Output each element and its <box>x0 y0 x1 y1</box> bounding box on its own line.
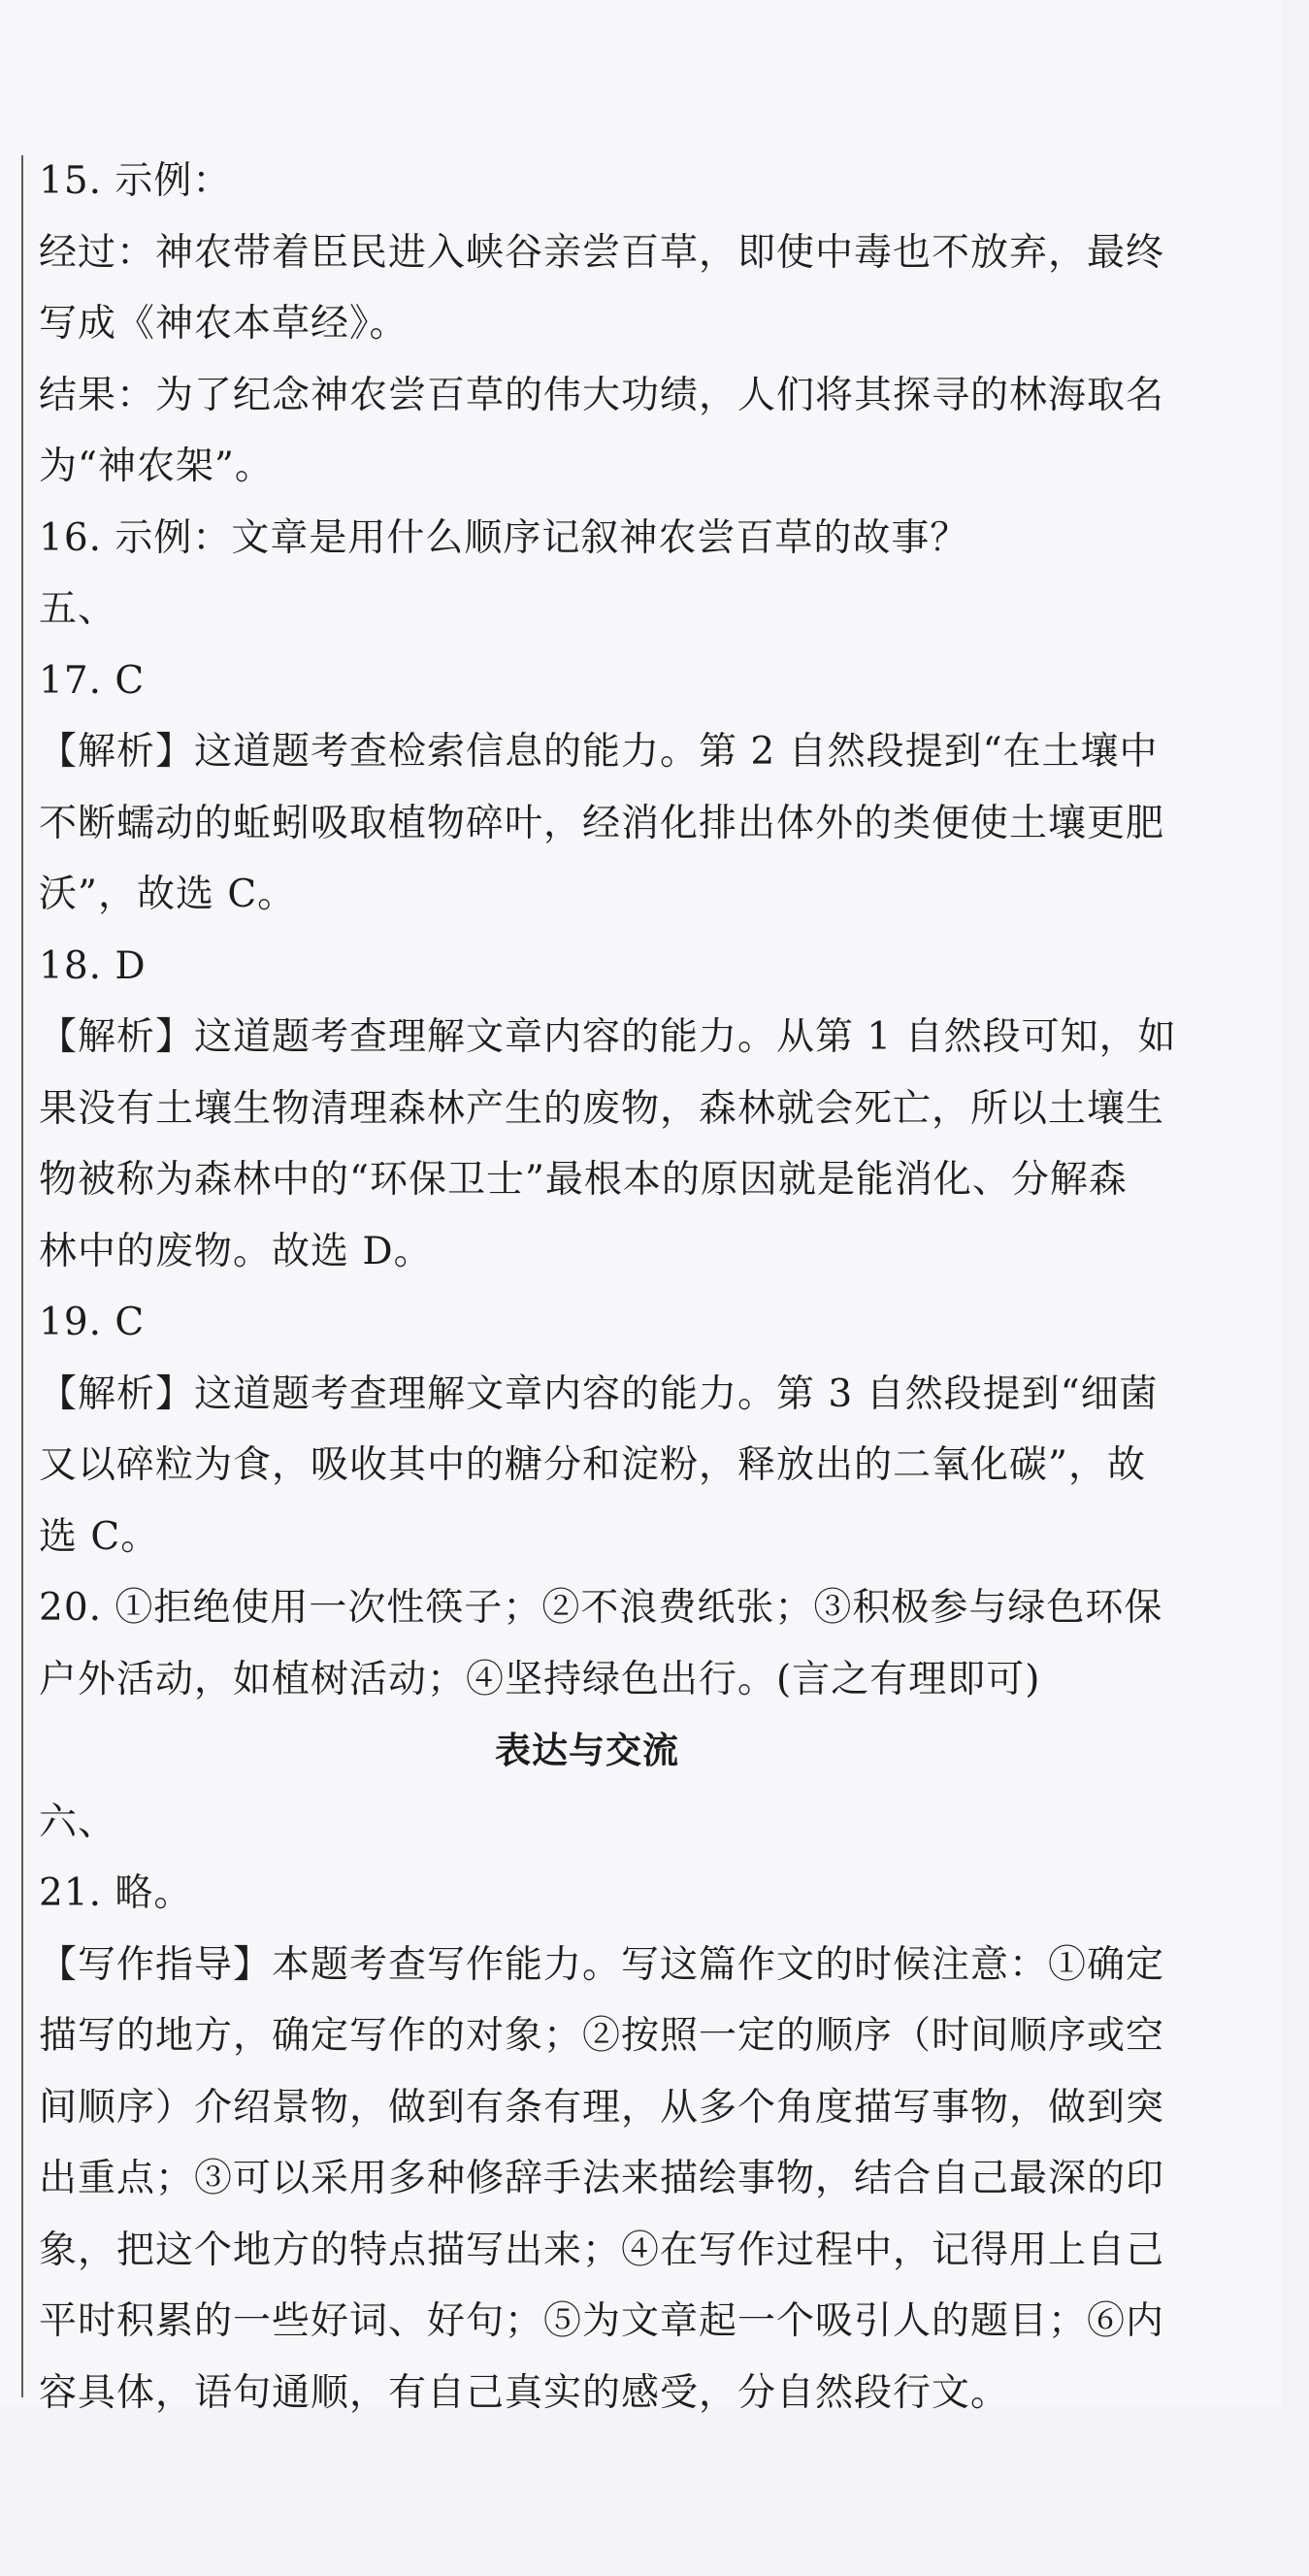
text-line: 经过：神农带着臣民进入峡谷亲尝百草，即使中毒也不放弃，最终 <box>39 230 1165 275</box>
text-line: 18. D <box>39 943 147 988</box>
text-line: 17. C <box>39 658 146 703</box>
text-line: 又以碎粒为食，吸收其中的糖分和淀粉，释放出的二氧化碳”，故 <box>39 1443 1146 1487</box>
text-line: 象，把这个地方的特点描写出来；④在写作过程中，记得用上自己 <box>39 2228 1165 2272</box>
text-line: 为“神农架”。 <box>39 445 274 488</box>
text-line: 15. 示例： <box>39 159 232 203</box>
text-line: 平时积累的一些好词、好句；⑤为文章起一个吸引人的题目；⑥内 <box>39 2299 1165 2343</box>
text-line: 20. ①拒绝使用一次性筷子；②不浪费纸张；③积极参与绿色环保 <box>39 1586 1163 1630</box>
text-line: 五、 <box>39 587 117 631</box>
left-margin-rule <box>21 155 23 2397</box>
text-line: 16. 示例：文章是用什么顺序记叙神农尝百草的故事？ <box>39 515 969 560</box>
text-line: 不断蠕动的蚯蚓吸取植物碎叶，经消化排出体外的类便使土壤更肥 <box>39 801 1165 845</box>
text-line: 林中的废物。故选 D。 <box>39 1229 433 1273</box>
text-line: 选 C。 <box>39 1514 160 1559</box>
text-line: 21. 略。 <box>39 1871 193 1915</box>
text-line: 间顺序）介绍景物，做到有条有理，从多个角度描写事物，做到突 <box>39 2085 1165 2130</box>
text-line: 【解析】这道题考查理解文章内容的能力。从第 1 自然段可知，如 <box>39 1015 1177 1059</box>
text-line: 【解析】这道题考查检索信息的能力。第 2 自然段提到“在土壤中 <box>39 730 1159 774</box>
text-line: 物被称为森林中的“环保卫士”最根本的原因就是能消化、分解森 <box>39 1158 1128 1202</box>
text-line: 沃”，故选 C。 <box>39 873 297 916</box>
text-line: 写成《神农本草经》。 <box>39 302 409 346</box>
text-line: 果没有土壤生物清理森林产生的废物，森林就会死亡，所以土壤生 <box>39 1086 1165 1131</box>
text-line: 【写作指导】本题考查写作能力。写这篇作文的时候注意：①确定 <box>39 1942 1165 1987</box>
text-line: 六、 <box>39 1800 117 1844</box>
text-line: 结果：为了纪念神农尝百草的伟大功绩，人们将其探寻的林海取名 <box>39 373 1165 417</box>
text-line: 描写的地方，确定写作的对象；②按照一定的顺序（时间顺序或空 <box>39 2014 1165 2058</box>
section-heading: 表达与交流 <box>495 1730 679 1771</box>
text-line: 19. C <box>39 1301 146 1344</box>
text-line: 户外活动，如植树活动；④坚持绿色出行。(言之有理即可) <box>39 1657 1041 1701</box>
text-line: 出重点；③可以采用多种修辞手法来描绘事物，结合自己最深的印 <box>39 2157 1165 2200</box>
text-line: 容具体，语句通顺，有自己真实的感受，分自然段行文。 <box>39 2370 1010 2415</box>
answer-text <box>39 146 1177 2428</box>
text-line: 【解析】这道题考查理解文章内容的能力。第 3 自然段提到“细菌 <box>39 1371 1159 1416</box>
